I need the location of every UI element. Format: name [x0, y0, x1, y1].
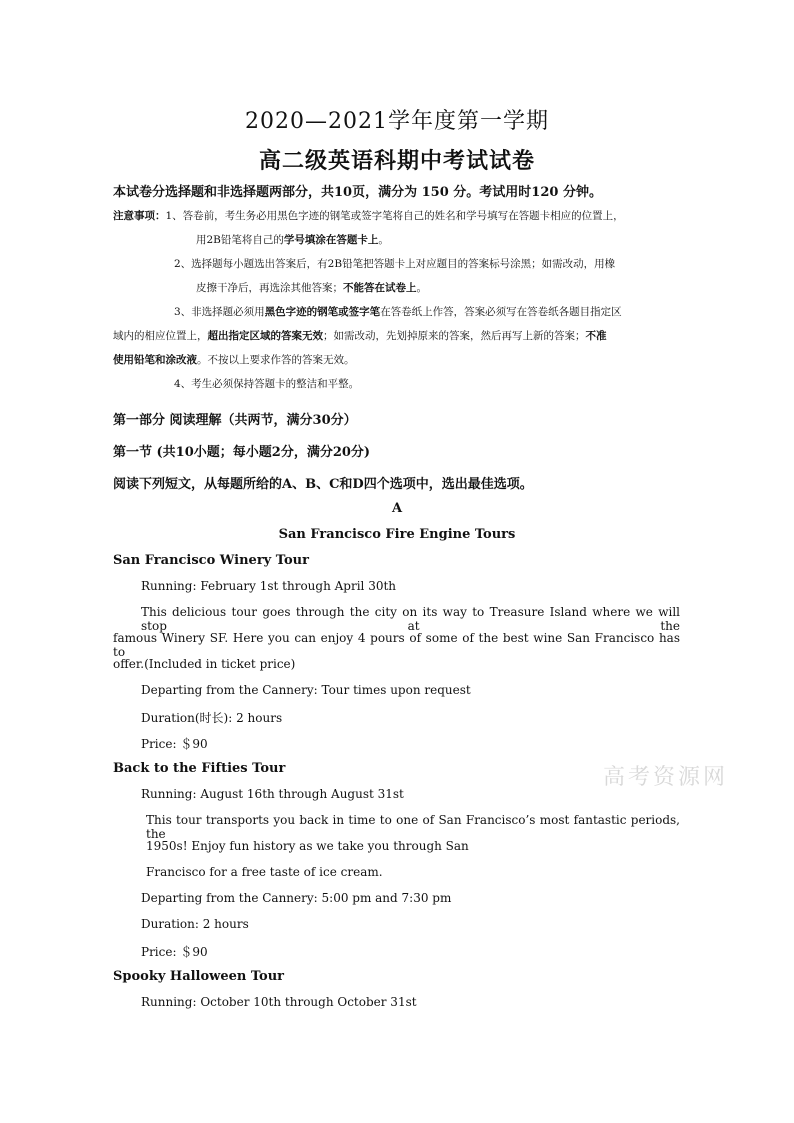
note-3-emphasis-a: 黑色字迹的钢笔或签字笔: [264, 306, 381, 318]
note-1-text: 1、答卷前，考生务必用黑色字迹的钢笔或签字笔将自己的姓名和学号填写在答题卡相应的位置上，: [165, 210, 624, 222]
watermark: 高考资源网: [603, 765, 729, 790]
note-1-text-b: 用2B铅笔将自己的: [196, 234, 284, 246]
note-3-text-c: 。不按以上要求作答的答案无效。: [197, 354, 355, 366]
tour-1-departing: Departing from the Cannery: Tour times upon request: [141, 683, 471, 697]
note-2-line-2: [196, 280, 427, 295]
tour-2-price: Price: ＄90: [141, 945, 208, 959]
note-2-emphasis: 不能答在试卷上: [343, 282, 417, 294]
note-3-emphasis-b2: 不准: [585, 330, 607, 342]
tour-2-desc-3: Francisco for a free taste of ice cream.: [146, 865, 383, 879]
note-3-text-b: 域内的相应位置上，: [113, 330, 208, 342]
tour-3-running: Running: October 10th through October 31st: [141, 995, 417, 1009]
note-1-line-1: [113, 208, 624, 223]
reading-instruction: 阅读下列短文，从每题所给的A、B、C和D四个选项中，选出最佳选项。: [113, 477, 533, 492]
note-4: 4、考生必须保持答题卡的整洁和平整。: [174, 378, 360, 390]
tour-1-duration: Duration(时长): 2 hours: [141, 711, 283, 725]
note-2-end: 。: [416, 282, 427, 294]
tour-2-desc-2: 1950s! Enjoy fun history as we take you through San: [146, 839, 469, 853]
note-3-text-a: 3、非选择题必须用: [174, 306, 265, 318]
note-1-emphasis: 学号填涂在答题卡上: [283, 234, 379, 246]
note-1-end: 。: [378, 234, 389, 246]
tour-3-name: Spooky Halloween Tour: [113, 969, 285, 984]
passage-title: San Francisco Fire Engine Tours: [278, 527, 516, 542]
part-1-heading: 第一部分 阅读理解（共两节，满分30分）: [113, 413, 357, 428]
note-2-line-1: 2、选择题每小题选出答案后，有2B铅笔把答题卡上对应题目的答案标号涂黑；如需改动，用橡: [174, 258, 616, 270]
tour-2-desc-1: This tour transports you back in time to one of San Francisco’s most fantastic periods, the: [146, 813, 680, 841]
note-3-text-a2: 在答卷纸上作答，答案必须写在答卷纸各题目指定区: [380, 306, 622, 318]
tour-2-duration: Duration: 2 hours: [141, 917, 249, 931]
note-3-emphasis-c: 使用铅笔和涂改液: [113, 354, 197, 366]
tour-1-price: Price: ＄90: [141, 737, 208, 751]
tour-1-desc-1: This delicious tour goes through the city on its way to Treasure Island where we will stop at the: [141, 605, 680, 633]
note-1-line-2: [196, 232, 389, 247]
exam-title: 2020—2021学年度第一学期: [245, 109, 549, 134]
notes-label: 注意事项：: [113, 210, 166, 222]
note-2-text-b: 皮擦干净后，再选涂其他答案；: [196, 282, 343, 294]
tour-1-desc-2: famous Winery SF. Here you can enjoy 4 pours of some of the best wine San Francisco has to: [113, 631, 680, 659]
tour-1-running: Running: February 1st through April 30th: [141, 579, 397, 593]
exam-intro: 本试卷分选择题和非选择题两部分，共10页，满分为 150 分。考试用时120 分钟。: [113, 185, 602, 200]
tour-2-name: Back to the Fifties Tour: [113, 761, 286, 776]
note-3-line-3: [113, 352, 355, 367]
tour-1-desc-3: offer.(Included in ticket price): [113, 657, 296, 671]
note-3-text-b2: ；如需改动，先划掉原来的答案，然后再写上新的答案；: [323, 330, 586, 342]
note-3-emphasis-b: 超出指定区域的答案无效: [207, 330, 323, 342]
section-1-heading: 第一节 (共10小题；每小题2分，满分20分): [113, 445, 371, 460]
exam-subtitle: 高二级英语科期中考试试卷: [258, 148, 535, 174]
tour-2-departing: Departing from the Cannery: 5:00 pm and 7:30 pm: [141, 891, 452, 905]
note-3-line-1: [174, 304, 622, 319]
tour-2-running: Running: August 16th through August 31st: [141, 787, 404, 801]
passage-letter: A: [391, 501, 403, 516]
tour-1-name: San Francisco Winery Tour: [113, 553, 309, 568]
note-3-line-2: [113, 328, 607, 343]
